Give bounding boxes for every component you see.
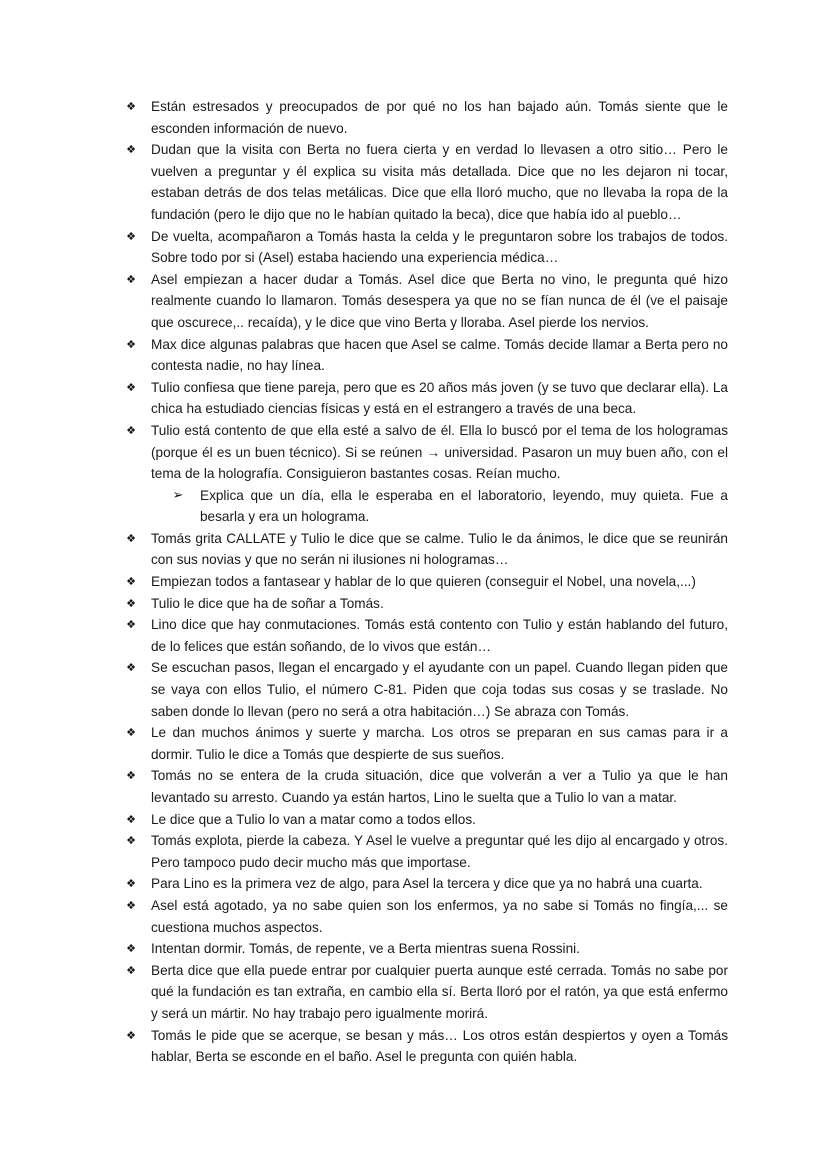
list-item <box>124 334 728 377</box>
list-item-text: Están estresados y preocupados de por qué no los han bajado aún. Tomás siente que le esconden información de nuevo. <box>151 99 728 136</box>
diamond-bullet-icon: ❖ <box>126 1028 136 1042</box>
diamond-bullet-icon: ❖ <box>126 877 136 891</box>
list-item <box>124 593 728 615</box>
list-item-text: Le dice que a Tulio lo van a matar como a todos ellos. <box>151 811 476 827</box>
diamond-bullet-icon: ❖ <box>126 380 136 394</box>
list-item <box>124 657 728 722</box>
list-item <box>124 571 728 593</box>
diamond-bullet-icon: ❖ <box>126 618 136 632</box>
list-item <box>124 377 728 420</box>
list-item-text: Intentan dormir. Tomás, de repente, ve a Berta mientras suena Rossini. <box>151 941 580 957</box>
list-item-text: Tomás no se entera de la cruda situación, dice que volverán a ver a Tulio ya que le han levantado su arresto. Cuando ya están hartos, Lino le suelta que a Tulio lo van a matar. <box>151 768 728 805</box>
diamond-bullet-icon: ❖ <box>126 963 136 977</box>
list-item-text: Tulio está contento de que ella esté a salvo de él. Ella lo buscó por el tema de los hologramas (porque él es un buen técnico). Si se reúnen → universidad. Pasaron un muy buen año, con el tema de la holografía. Consiguieron bastantes cosas. Reían mucho. <box>151 422 728 482</box>
diamond-bullet-icon: ❖ <box>126 726 136 740</box>
diamond-bullet-icon: ❖ <box>126 423 136 437</box>
summary-bullet-list <box>124 96 728 1068</box>
list-item-text: Tomás explota, pierde la cabeza. Y Asel le vuelve a preguntar qué les dijo al encargado y otros. Pero tampoco pudo decir mucho más que importase. <box>151 833 728 870</box>
list-item <box>124 960 728 1025</box>
list-item <box>124 420 728 485</box>
list-item <box>124 528 728 571</box>
diamond-bullet-icon: ❖ <box>126 898 136 912</box>
list-item <box>124 269 728 334</box>
diamond-bullet-icon: ❖ <box>126 812 136 826</box>
list-item-text: Lino dice que hay conmutaciones. Tomás está contento con Tulio y están hablando del futuro, de lo felices que están soñando, de lo vivos que están… <box>151 617 728 654</box>
list-item <box>124 809 728 831</box>
list-item <box>124 96 728 139</box>
list-item-text: Para Lino es la primera vez de algo, para Asel la tercera y dice que ya no habrá una cuarta. <box>151 876 703 892</box>
list-item-text: Berta dice que ella puede entrar por cualquier puerta aunque esté cerrada. Tomás no sabe por qué la fundación es tan extraña, en cambio ella sí. Berta lloró por el ratón, ya que está enfermo y será un mártir. No hay trabajo pero igualmente morirá. <box>151 962 728 1021</box>
list-item-text: Empiezan todos a fantasear y hablar de lo que quieren (conseguir el Nobel, una novela,...) <box>151 574 696 590</box>
diamond-bullet-icon: ❖ <box>126 661 136 675</box>
list-item-text: Se escuchan pasos, llegan el encargado y el ayudante con un papel. Cuando llegan piden que se vaya con ellos Tulio, el número C-81. Piden que coja todas sus cosas y se traslade. No saben donde lo llevan (pero no será a otra habitación…) Se abraza con Tomás. <box>151 660 728 719</box>
list-item-text: Le dan muchos ánimos y suerte y marcha. Los otros se preparan en sus camas para ir a dormir. Tulio le dice a Tomás que despierte de sus sueños. <box>151 725 728 762</box>
list-item <box>124 614 728 657</box>
diamond-bullet-icon: ❖ <box>126 143 136 157</box>
diamond-bullet-icon: ❖ <box>126 337 136 351</box>
diamond-bullet-icon: ❖ <box>126 229 136 243</box>
list-item <box>124 873 728 895</box>
list-item-text: Tulio le dice que ha de soñar a Tomás. <box>151 595 384 611</box>
list-item <box>124 830 728 873</box>
diamond-bullet-icon: ❖ <box>126 100 136 113</box>
diamond-bullet-icon: ❖ <box>126 272 136 286</box>
list-item <box>124 226 728 269</box>
list-item-text: Dudan que la visita con Berta no fuera cierta y en verdad lo llevasen a otro sitio… Pero le vuelven a preguntar y él explica su visita más detallada. Dice que no les dejaron ni tocar, estaban detrás de dos telas metálicas. Dice que ella lloró mucho, que no llevaba la ropa de la fundación (pero le dijo que no le habían quitado la beca), dice que había ido al pueblo… <box>151 142 728 222</box>
list-item-text: Asel empiezan a hacer dudar a Tomás. Asel dice que Berta no vino, le pregunta qué hizo realmente cuando lo llamaron. Tomás desespera ya que no se fían nunca de él (ve el paisaje que oscurece,.. recaída), y le dice que vino Berta y lloraba. Asel pierde los nervios. <box>151 271 728 330</box>
list-item-text: Asel está agotado, ya no sabe quien son los enfermos, ya no sabe si Tomás no fingía,... se cuestiona muchos aspectos. <box>151 897 728 935</box>
diamond-bullet-icon: ❖ <box>126 769 136 783</box>
list-item <box>124 1025 728 1068</box>
list-item <box>124 722 728 765</box>
list-item-text: De vuelta, acompañaron a Tomás hasta la celda y le preguntaron sobre los trabajos de todos. Sobre todo por si (Asel) estaba haciendo una experiencia médica… <box>151 228 728 266</box>
sub-list-item <box>124 485 728 528</box>
list-item <box>124 139 728 225</box>
list-item <box>124 765 728 808</box>
list-item-text: Tulio confiesa que tiene pareja, pero que es 20 años más joven (y se tuvo que declarar ella). La chica ha estudiado ciencias físicas y está en el estrangero a través de una beca. <box>151 379 728 417</box>
list-item-text: Tomás grita CALLATE y Tulio le dice que se calme. Tulio le da ánimos, le dice que se reunirán con sus novias y que no serán ni ilusiones ni hologramas… <box>151 530 728 568</box>
diamond-bullet-icon: ❖ <box>126 575 136 589</box>
list-item-text: Tomás le pide que se acerque, se besan y más… Los otros están despiertos y oyen a Tomás hablar, Berta se esconde en el baño. Asel le pregunta con quién habla. <box>151 1027 728 1065</box>
list-item-text: Explica que un día, ella le esperaba en el laboratorio, leyendo, muy quieta. Fue a besarla y era un holograma. <box>200 487 728 525</box>
diamond-bullet-icon: ❖ <box>126 834 136 848</box>
arrow-bullet-icon: ➢ <box>172 487 184 503</box>
list-item <box>124 895 728 938</box>
list-item <box>124 938 728 960</box>
diamond-bullet-icon: ❖ <box>126 596 136 610</box>
diamond-bullet-icon: ❖ <box>126 531 136 545</box>
diamond-bullet-icon: ❖ <box>126 942 136 956</box>
list-item-text: Max dice algunas palabras que hacen que Asel se calme. Tomás decide llamar a Berta pero no contesta nadie, no hay línea. <box>151 336 728 374</box>
